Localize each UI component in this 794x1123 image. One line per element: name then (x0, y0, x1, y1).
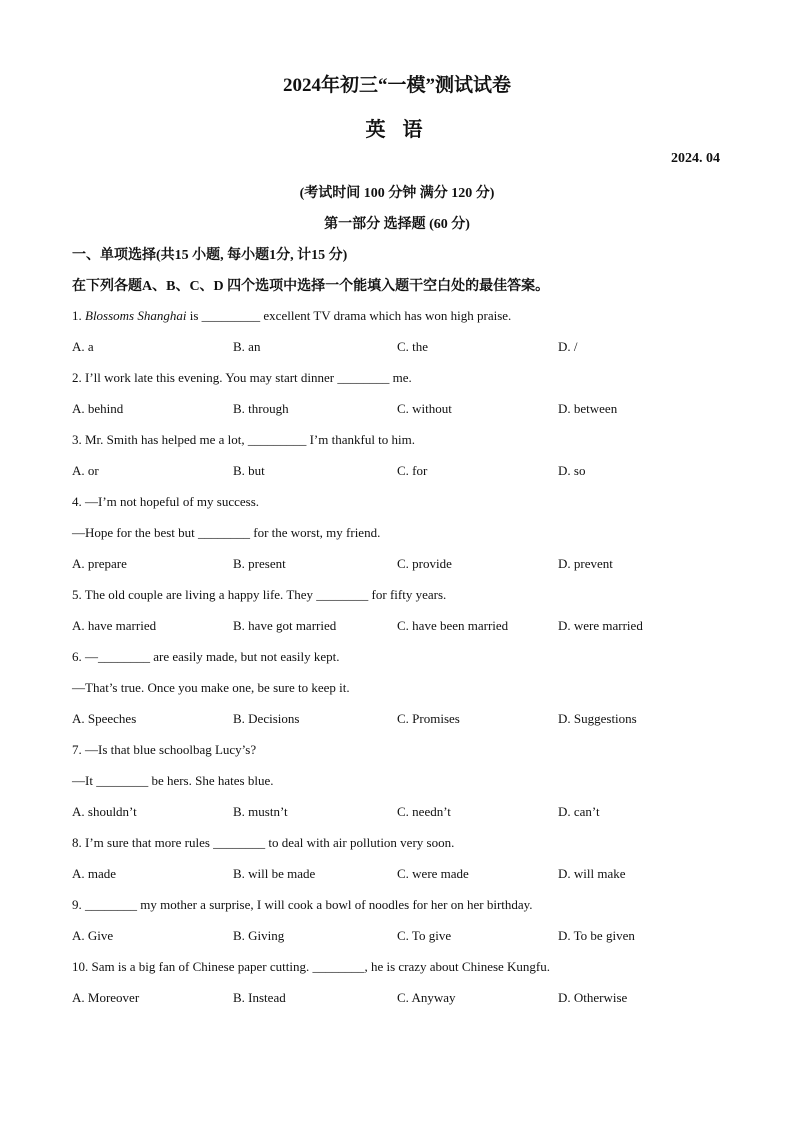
question-list (72, 306, 732, 1019)
subject-title: 英 语 (365, 119, 429, 141)
answer-option: B. present (233, 556, 286, 571)
answer-option: D. can’t (558, 804, 600, 819)
question-line (72, 523, 732, 554)
question-line (72, 895, 732, 926)
options-row (72, 337, 732, 368)
question-line (72, 647, 732, 678)
answer-option: A. behind (72, 401, 124, 416)
answer-option: D. were married (558, 618, 643, 633)
part-heading: 第一部分 选择题 (60 分) (324, 217, 470, 232)
question-text: 9. ________ my mother a surprise, I will cook a bowl of noodles for her on her birthday. (72, 897, 533, 912)
question-text: 7. —Is that blue schoolbag Lucy’s? (72, 742, 257, 757)
answer-option: D. will make (558, 866, 626, 881)
answer-option: A. Give (72, 928, 114, 943)
question-text: 4. —I’m not hopeful of my success. (72, 494, 260, 509)
options-row (72, 616, 732, 647)
question-text: 2. I’ll work late this evening. You may start dinner ________ me. (72, 370, 412, 385)
answer-option: B. an (233, 339, 261, 354)
options-row (72, 461, 732, 492)
question-line (72, 492, 732, 523)
italic-title: Blossoms Shanghai (85, 308, 187, 323)
answer-option: B. have got married (233, 618, 337, 633)
section-heading: 一、单项选择(共15 小题, 每小题1分, 计15 分) (72, 248, 348, 263)
options-row (72, 709, 732, 740)
answer-option: A. made (72, 866, 117, 881)
question-line (72, 430, 732, 461)
options-row (72, 864, 732, 895)
answer-option: A. or (72, 463, 99, 478)
answer-option: B. Giving (233, 928, 285, 943)
answer-option: C. the (397, 339, 429, 354)
answer-option: B. but (233, 463, 265, 478)
answer-option: D. so (558, 463, 586, 478)
answer-option: C. without (397, 401, 452, 416)
answer-option: A. Speeches (72, 711, 137, 726)
section-instruction: 在下列各题A、B、C、D 四个选项中选择一个能填入题干空白处的最佳答案。 (72, 279, 550, 294)
answer-option: B. mustn’t (233, 804, 288, 819)
answer-option: D. / (558, 339, 578, 354)
question-line (72, 771, 732, 802)
answer-option: C. for (397, 463, 428, 478)
question-text: 8. I’m sure that more rules ________ to deal with air pollution very soon. (72, 835, 455, 850)
exam-title: 2024年初三“一模”测试试卷 (282, 75, 511, 96)
answer-option: D. To be given (558, 928, 635, 943)
options-row (72, 988, 732, 1019)
answer-option: A. prepare (72, 556, 127, 571)
options-row (72, 802, 732, 833)
question-text: 1. (72, 308, 85, 323)
answer-option: D. Otherwise (558, 990, 628, 1005)
answer-option: C. provide (397, 556, 452, 571)
answer-option: A. a (72, 339, 94, 354)
question-text: —It ________ be hers. She hates blue. (72, 773, 274, 788)
question-text: 5. The old couple are living a happy life. They ________ for fifty years. (72, 587, 447, 602)
answer-option: A. Moreover (72, 990, 140, 1005)
options-row (72, 926, 732, 957)
answer-option: B. Decisions (233, 711, 300, 726)
answer-option: B. through (233, 401, 289, 416)
question-text: 10. Sam is a big fan of Chinese paper cutting. ________, he is crazy about Chinese Kungfu. (72, 959, 551, 974)
answer-option: A. have married (72, 618, 157, 633)
answer-option: C. Promises (397, 711, 460, 726)
question-line (72, 678, 732, 709)
question-line (72, 833, 732, 864)
answer-option: C. needn’t (397, 804, 451, 819)
question-text: 3. Mr. Smith has helped me a lot, _________ I’m thankful to him. (72, 432, 416, 447)
answer-option: D. Suggestions (558, 711, 637, 726)
answer-option: B. Instead (233, 990, 286, 1005)
answer-option: D. between (558, 401, 618, 416)
question-line (72, 585, 732, 616)
question-text: —That’s true. Once you make one, be sure to keep it. (72, 680, 350, 695)
question-line (72, 740, 732, 771)
question-line (72, 306, 732, 337)
question-text: 6. —________ are easily made, but not easily kept. (72, 649, 340, 664)
exam-info: (考试时间 100 分钟 满分 120 分) (299, 186, 495, 201)
options-row (72, 554, 732, 585)
question-text: is _________ excellent TV drama which has won high praise. (186, 308, 512, 323)
question-text: —Hope for the best but ________ for the worst, my friend. (72, 525, 381, 540)
answer-option: C. have been married (397, 618, 509, 633)
answer-option: C. Anyway (397, 990, 456, 1005)
question-line (72, 368, 732, 399)
answer-option: C. were made (397, 866, 469, 881)
question-line (72, 957, 732, 988)
answer-option: B. will be made (233, 866, 316, 881)
answer-option: A. shouldn’t (72, 804, 137, 819)
answer-option: D. prevent (558, 556, 613, 571)
answer-option: C. To give (397, 928, 452, 943)
options-row (72, 399, 732, 430)
exam-date: 2024. 04 (671, 151, 720, 166)
